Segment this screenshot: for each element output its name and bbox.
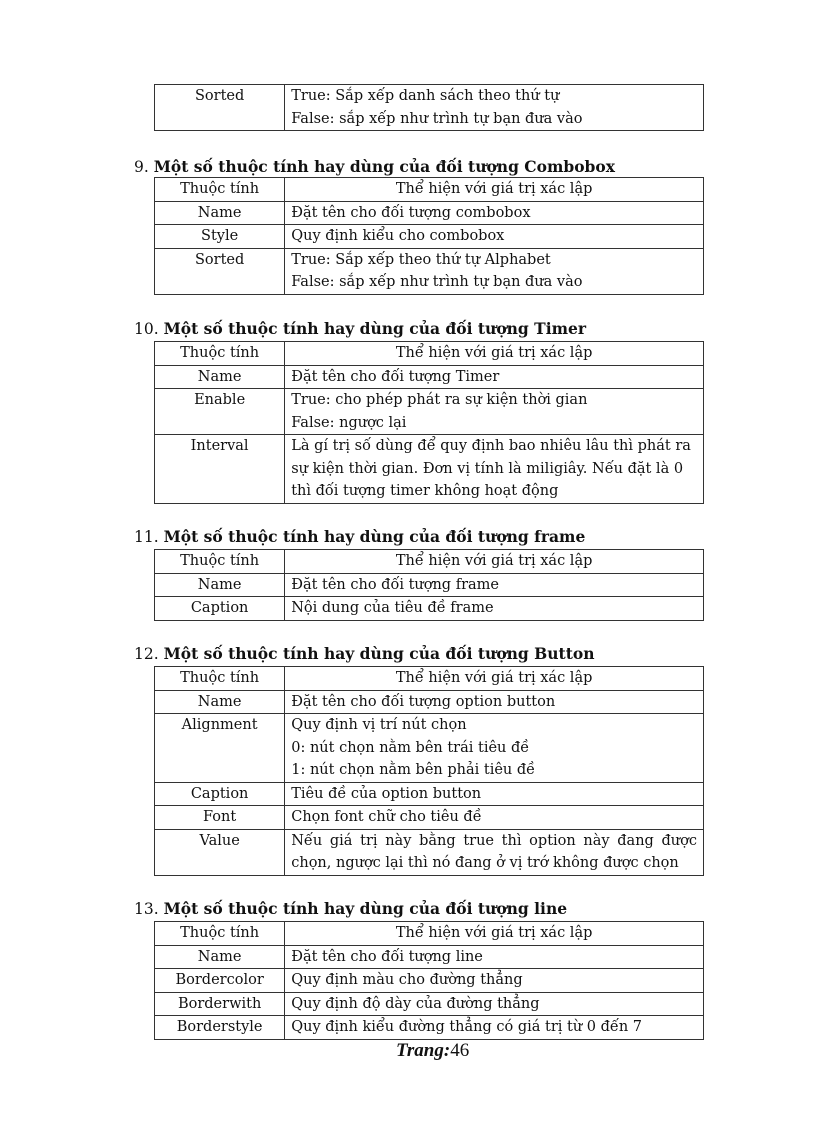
property-cell: Caption: [155, 597, 285, 621]
description-cell: True: cho phép phát ra sự kiện thời gian False: ngược lại: [285, 389, 704, 435]
table-row: [155, 597, 704, 621]
header-value: Thể hiện với giá trị xác lập: [285, 178, 704, 202]
section-heading-combobox: 9. Một số thuộc tính hay dùng của đối tượng Combobox: [134, 157, 615, 176]
section-heading-button: 12. Một số thuộc tính hay dùng của đối tượng Button: [134, 644, 595, 663]
header-property: Thuộc tính: [155, 922, 285, 946]
header-value: Thể hiện với giá trị xác lập: [285, 667, 704, 691]
table-row: [155, 435, 704, 504]
section-heading-frame: 11. Một số thuộc tính hay dùng của đối tượng frame: [134, 527, 586, 546]
header-value: Thể hiện với giá trị xác lập: [285, 550, 704, 574]
property-cell: Enable: [155, 389, 285, 435]
description-cell: Đặt tên cho đối tượng line: [285, 945, 704, 969]
header-value: Thể hiện với giá trị xác lập: [285, 342, 704, 366]
description-cell: Quy định độ dày của đường thẳng: [285, 992, 704, 1016]
table-row: [155, 829, 704, 875]
property-cell: Font: [155, 806, 285, 830]
description-cell: Đặt tên cho đối tượng Timer: [285, 365, 704, 389]
property-cell: Name: [155, 201, 285, 225]
list-properties-table: [154, 84, 704, 131]
table-header-row: [155, 922, 704, 946]
description-cell: Là gí trị số dùng để quy định bao nhiêu lâu thì phát ra sự kiện thời gian. Đơn vị tính là miligiây. Nếu đặt là 0 thì đối tượng timer không hoạt động: [285, 435, 704, 504]
table-header-row: [155, 178, 704, 202]
table-row: [155, 201, 704, 225]
header-value: Thể hiện với giá trị xác lập: [285, 922, 704, 946]
page-number: 46: [450, 1040, 470, 1061]
description-cell: Tiêu đề của option button: [285, 782, 704, 806]
description-cell: True: Sắp xếp danh sách theo thứ tự False: sắp xếp như trình tự bạn đưa vào: [285, 85, 704, 131]
property-cell: Name: [155, 573, 285, 597]
header-property: Thuộc tính: [155, 667, 285, 691]
table-row: [155, 782, 704, 806]
frame-properties-table: [154, 549, 704, 621]
property-cell: Name: [155, 365, 285, 389]
table-row: [155, 1016, 704, 1040]
description-cell: Đặt tên cho đối tượng frame: [285, 573, 704, 597]
description-cell: Đặt tên cho đối tượng combobox: [285, 201, 704, 225]
table-row: [155, 573, 704, 597]
header-property: Thuộc tính: [155, 178, 285, 202]
property-cell: Bordercolor: [155, 969, 285, 993]
description-cell: True: Sắp xếp theo thứ tự Alphabet False: sắp xếp như trình tự bạn đưa vào: [285, 248, 704, 294]
combobox-properties-table: [154, 177, 704, 295]
page-footer: [396, 1040, 469, 1062]
description-cell: Quy định màu cho đường thẳng: [285, 969, 704, 993]
table-row: [155, 806, 704, 830]
section-heading-line: 13. Một số thuộc tính hay dùng của đối tượng line: [134, 899, 568, 918]
property-cell: Sorted: [155, 85, 285, 131]
table-row: [155, 248, 704, 294]
table-row: [155, 969, 704, 993]
property-cell: Borderwith: [155, 992, 285, 1016]
table-row: [155, 85, 704, 131]
property-cell: Interval: [155, 435, 285, 504]
table-row: [155, 690, 704, 714]
description-cell: Đặt tên cho đối tượng option button: [285, 690, 704, 714]
table-header-row: [155, 667, 704, 691]
property-cell: Alignment: [155, 714, 285, 783]
header-property: Thuộc tính: [155, 550, 285, 574]
description-cell: Quy định kiểu cho combobox: [285, 225, 704, 249]
description-cell: Nội dung của tiêu đề frame: [285, 597, 704, 621]
table-header-row: [155, 342, 704, 366]
button-properties-table: [154, 666, 704, 876]
header-property: Thuộc tính: [155, 342, 285, 366]
table-row: [155, 365, 704, 389]
table-row: [155, 992, 704, 1016]
table-row: [155, 714, 704, 783]
property-cell: Caption: [155, 782, 285, 806]
property-cell: Style: [155, 225, 285, 249]
property-cell: Sorted: [155, 248, 285, 294]
table-row: [155, 389, 704, 435]
description-cell: Quy định vị trí nút chọn 0: nút chọn nằm bên trái tiêu đề 1: nút chọn nằm bên phải tiêu đề: [285, 714, 704, 783]
table-header-row: [155, 550, 704, 574]
footer-label: Trang:: [396, 1040, 451, 1061]
property-cell: Name: [155, 690, 285, 714]
timer-properties-table: [154, 341, 704, 504]
description-cell: Nếu giá trị này bằng true thì option này đang được chọn, ngược lại thì nó đang ở vị trớ không được chọn: [285, 829, 704, 875]
line-properties-table: [154, 921, 704, 1040]
table-row: [155, 225, 704, 249]
table-row: [155, 945, 704, 969]
property-cell: Name: [155, 945, 285, 969]
property-cell: Borderstyle: [155, 1016, 285, 1040]
description-cell: Quy định kiểu đường thẳng có giá trị từ 0 đến 7: [285, 1016, 704, 1040]
property-cell: Value: [155, 829, 285, 875]
description-cell: Chọn font chữ cho tiêu đề: [285, 806, 704, 830]
section-heading-timer: 10. Một số thuộc tính hay dùng của đối tượng Timer: [134, 319, 587, 338]
